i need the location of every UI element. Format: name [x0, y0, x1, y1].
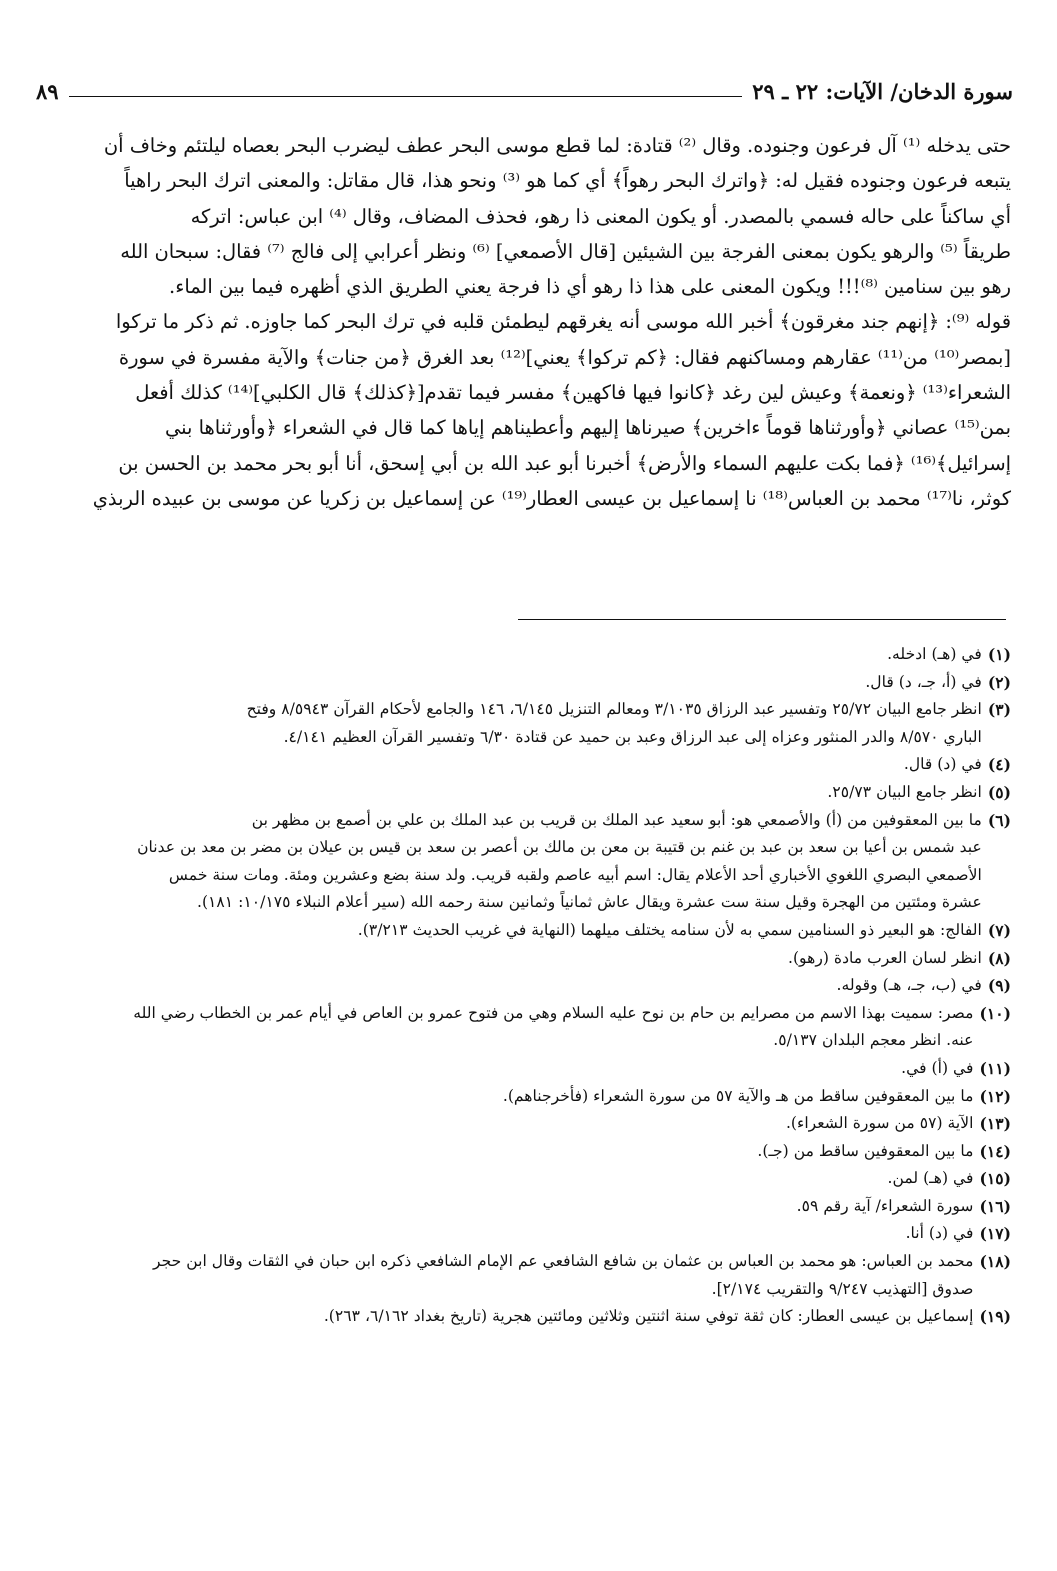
footnote-text: انظر لسان العرب مادة (رهو).: [788, 948, 982, 967]
body-line: كوثر، نا⁽¹⁷⁾ محمد بن العباس⁽¹⁸⁾ نا إسماعيل بن عيسى العطار⁽¹⁹⁾ عن إسماعيل بن زكريا عن موسى بن عبيده الربذي: [92, 486, 1011, 510]
footnote-number: (١٤): [979, 1141, 1011, 1161]
body-line: إسرائيل﴾⁽¹⁶⁾ ﴿فما بكت عليهم السماء والأرض﴾ أخبرنا أبو عبد الله بن أبي إسحق، أنا أبو بحر محمد بن الحسن بن: [118, 451, 1011, 475]
footnote-text: انظر جامع البيان ٢٥/٧٣.: [827, 782, 982, 801]
footnote-text: الآية (٥٧ من سورة الشعراء).: [785, 1114, 974, 1133]
footnote-text: ما بين المعقوفين من (أ) والأصمعي هو: أبو سعيد عبد الملك بن قريب بن عبد الملك بن علي بن أصمع بن مظهر بن: [251, 810, 982, 829]
footnote-text: الأصمعي البصري اللغوي الأخباري أحد الأعلام يقال: اسم أبيه عاصم ولقبه قريب. ولد سنة بضع وعشرين ومئة. ومات سنة خمس: [168, 865, 982, 884]
footnote-text: إسماعيل بن عيسى العطار: كان ثقة توفي سنة اثنتين وثلاثين ومائتين هجرية (تاريخ بغداد ٦/١٦٢، ٢٦٣).: [323, 1307, 974, 1326]
footnote-number: (٢): [987, 672, 1011, 692]
footnote-text: في (هـ) لمن.: [887, 1169, 974, 1188]
footnote-text: عنه. انظر معجم البلدان ٥/١٣٧.: [773, 1031, 974, 1050]
body-line: أي ساكناً على حاله فسمي بالمصدر. أو يكون المعنى ذا رهو، فحذف المضاف، وقال ⁽⁴⁾ ابن عباس: اتركه: [190, 204, 1011, 228]
body-line: قوله ⁽⁹⁾: ﴿إنهم جند مغرقون﴾ أخبر الله موسى أنه يغرقهم ليطمئن قلبه في ترك البحر كما جاوزه. ثم ذكر ما تركوا: [115, 310, 1011, 334]
body-line: طريقاً ⁽⁵⁾ والرهو يكون بمعنى الفرجة بين الشيئين [قال الأصمعي] ⁽⁶⁾ ونظر أعرابي إلى فالج ⁽⁷⁾ فقال: سبحان الله: [120, 239, 1011, 263]
footnote-text: في (هـ) ادخله.: [887, 645, 982, 663]
footnote: [46, 945, 1011, 973]
footnote-text: ما بين المعقوفين ساقط من هـ والآية ٥٧ من سورة الشعراء (فأخرجناهم).: [502, 1086, 974, 1105]
footnote: [46, 696, 1011, 751]
footnote-number: (٩): [987, 976, 1011, 996]
footnote: [46, 641, 1011, 669]
footnote-number: (١٩): [979, 1307, 1011, 1327]
footnote: [46, 807, 1011, 917]
footnote-number: (٦): [987, 810, 1011, 830]
body-line: بمن⁽¹⁵⁾ عصاني ﴿وأورثناها قوماً ءاخرين﴾ صيرناها إليهم وأعطيناهم إياها كما قال في الشعراء ﴿وأورثناها بني: [165, 416, 1011, 440]
body-line: حتى يدخله ⁽¹⁾ آل فرعون وجنوده. وقال ⁽²⁾ قتادة: لما قطع موسى البحر عطف ليضرب البحر بعصاه ليلتئم وخاف أن: [103, 134, 1011, 157]
footnote: [46, 779, 1011, 807]
footnote-number: (٥): [987, 782, 1011, 802]
footnote-text: في (د) قال.: [903, 755, 982, 774]
footnote-number: (١٠): [979, 1003, 1011, 1023]
footnote: [46, 1083, 1011, 1111]
body-line: الشعراء⁽¹³⁾ ﴿ونعمة﴾ وعيش لين رغد ﴿كانوا فيها فاكهين﴾ مفسر فيما تقدم[﴿كذلك﴾ قال الكلبي]⁽¹⁴⁾ كذلك أفعل: [135, 381, 1011, 405]
footnote: [46, 1110, 1011, 1138]
footnote-number: (١٨): [979, 1252, 1011, 1272]
footnote: [46, 1220, 1011, 1248]
footnote-text: في (ب، جـ، هـ) وقوله.: [836, 976, 982, 995]
footnote-number: (١): [987, 645, 1011, 664]
footnote-text: في (أ) في.: [901, 1058, 974, 1077]
footnote-number: (١٣): [979, 1114, 1011, 1134]
footnote-number: (١٧): [979, 1224, 1011, 1244]
footnote-number: (٧): [987, 920, 1011, 940]
footnote-separator: [518, 619, 1006, 620]
footnote: [46, 1055, 1011, 1083]
page-header: [36, 70, 1013, 104]
header-rule: [69, 96, 743, 97]
body-line: [بمصر⁽¹⁰⁾ من⁽¹¹⁾ عقارهم ومساكنهم فقال: ﴿كم تركوا﴾ يعني]⁽¹²⁾ بعد الغرق ﴿من جنات﴾ والآية مفسرة في سورة: [118, 345, 1011, 369]
footnote-text: انظر جامع البيان ٢٥/٧٢ وتفسير عبد الرزاق ٣/١٠٣٥ ومعالم التنزيل ٦/١٤٥، ١٤٦ والجامع لأحكام القرآن ٨/٥٩٤٣ وفتح: [246, 700, 982, 719]
footnote: [46, 1138, 1011, 1166]
footnote: [46, 1193, 1011, 1221]
footnote-text: محمد بن العباس: هو محمد بن العباس بن عثمان بن شافع الشافعي عم الإمام الشافعي ذكره ابن حبان في الثقات وقال ابن حجر: [152, 1252, 974, 1271]
footnote-text: في (د) أنا.: [905, 1224, 974, 1243]
footnote-text: عبد شمس بن أعيا بن سعد بن عبد بن غنم بن قتيبة بن معن بن مالك بن أعصر بن سعد بن قيس بن عيلان بن مضر بن معد بن عدنان: [137, 838, 982, 857]
footnote: [46, 751, 1011, 779]
footnote-text: سورة الشعراء/ آية رقم ٥٩.: [796, 1196, 974, 1215]
footnote-text: ما بين المعقوفين ساقط من (جـ).: [757, 1141, 974, 1160]
footnote-text: عشرة ومئتين من الهجرة وقيل سنة ست عشرة ويقال عاش ثمانياً وثمانين سنة رحمه الله (سير أعلام النبلاء ١٠/١٧٥: ١٨١).: [197, 893, 982, 912]
footnote: [46, 917, 1011, 945]
footnote-text: الفالج: هو البعير ذو السنامين سمي به لأن سنامه يختلف ميلهما (النهاية في غريب الحديث ٣/٢١٣).: [357, 920, 982, 939]
footnote-number: (١٥): [979, 1169, 1011, 1189]
footnote: [46, 1248, 1011, 1303]
footnote-number: (٣): [987, 700, 1011, 720]
footnote-number: (٤): [987, 755, 1011, 775]
footnote: [46, 1303, 1011, 1331]
main-text: [46, 128, 1011, 516]
footnote-text: الباري ٨/٥٧٠ والدر المنثور وعزاه إلى عبد الرزاق وعبد بن حميد عن قتادة ٦/٣٠ وتفسير القرآن العظيم ٤/١٤١.: [283, 727, 982, 746]
footnote: [46, 972, 1011, 1000]
page-number: ٨٩: [36, 79, 59, 104]
footnote: [46, 1000, 1011, 1055]
footnote-text: صدوق [التهذيب ٩/٢٤٧ والتقريب ٢/١٧٤].: [711, 1279, 974, 1298]
footnote-number: (٨): [987, 948, 1011, 968]
body-line: يتبعه فرعون وجنوده فقيل له: ﴿واترك البحر رهواً﴾ أي كما هو ⁽³⁾ ونحو هذا، قال مقاتل: والمعنى اترك البحر راهياً: [124, 169, 1011, 193]
surah-title: سورة الدخان/ الآيات: ٢٢ ـ ٢٩: [752, 79, 1013, 104]
footnote-number: (١٦): [979, 1196, 1011, 1216]
body-line: رهو بين سنامين ⁽⁸⁾!!! ويكون المعنى على هذا ذا رهو أي ذا فرجة يعني الطريق الذي أظهره فيما بين الماء.: [169, 275, 1011, 299]
footnote: [46, 1165, 1011, 1193]
footnote: [46, 669, 1011, 697]
footnote-text: مصر: سميت بهذا الاسم من مصرايم بن حام بن نوح عليه السلام وهي من فتوح عمرو بن العاص في أيام عمر بن الخطاب رضي الله: [133, 1003, 974, 1022]
footnotes: [46, 641, 1011, 1331]
footnote-number: (١١): [979, 1058, 1011, 1078]
footnote-number: (١٢): [979, 1086, 1011, 1106]
footnote-text: في (أ، جـ، د) قال.: [865, 672, 982, 691]
